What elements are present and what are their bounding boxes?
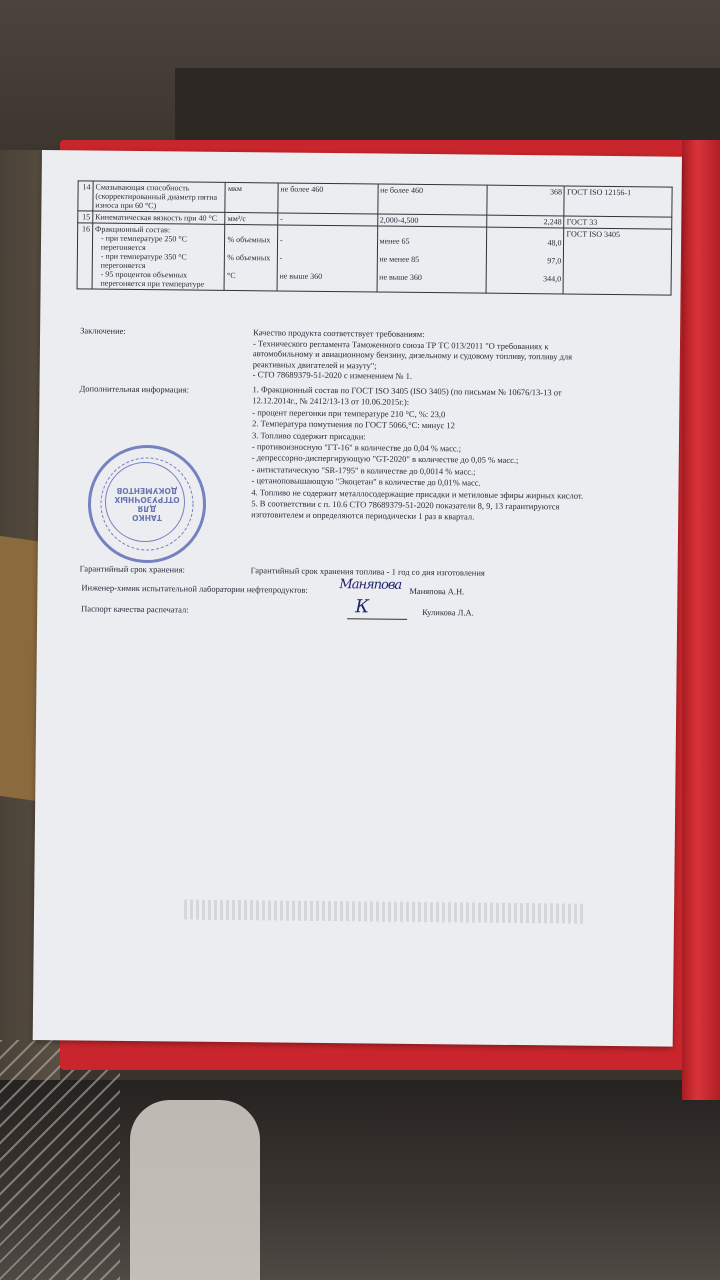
conclusion-line: реактивных двигателей и мазуту"; [252, 358, 377, 371]
sub-norm-a: не выше 360 [279, 271, 323, 281]
norm-b [377, 226, 487, 293]
passport-name: Куликова Л.А. [422, 607, 474, 618]
sub-norm-a: - [279, 235, 283, 245]
norm-a: не более 460 [278, 183, 378, 214]
norm-b: не более 460 [377, 184, 487, 215]
engineer-label: Инженер-химик испытательной лаборатории нефтепродуктов: [81, 582, 308, 595]
unit-spacer [228, 226, 276, 235]
sub-norm-a: - [279, 253, 283, 263]
sub-result-value: 344,0 [543, 274, 562, 284]
stamp-line: ОТГРУЗОЧНЫХ [114, 495, 180, 504]
sub-result-value: 97,0 [547, 256, 562, 266]
additional-info-text [251, 384, 652, 525]
warranty-label: Гарантийный срок хранения: [79, 563, 185, 575]
norm-b: 2,000-4,500 [377, 214, 486, 227]
stamp-line: ТАНКО [132, 513, 162, 522]
stamp-line: ДОКУМЕНТОВ [116, 486, 178, 495]
row-number: 15 [78, 211, 93, 223]
stamp-text [91, 486, 203, 522]
table-row [77, 223, 672, 295]
additional-line: - антистатическую "SR-1795" в количестве до 0,0014 % масс.; [251, 464, 476, 477]
result-value: 368 [487, 185, 565, 216]
additional-line: - депрессорно-диспергирующую "GT-2020" в количестве до 0,05 % масс.; [251, 452, 519, 466]
sub-norm-b: не менее 85 [379, 254, 420, 264]
warranty-text: Гарантийный срок хранения топлива - 1 год со дня изготовления [250, 565, 485, 578]
indicator-name: Смазывающая способность (скорректированный диаметр пятна износа при 60 °C) [93, 181, 226, 212]
background-wire-rack [0, 1040, 120, 1280]
sub-unit: °C [227, 270, 236, 281]
additional-line: 1. Фракционный состав по ГОСТ ISO 3405 (ISO 3405) (по письмам № 10676/13-13 от [252, 384, 562, 398]
test-method: ГОСТ ISO 3405 [563, 228, 671, 295]
sub-unit: % объемных [227, 252, 271, 263]
sub-result-value: 48,0 [547, 238, 562, 248]
unit: мкм [225, 182, 278, 213]
additional-line: изготовителем и определяются периодически 1 раз в квартал. [251, 509, 475, 523]
additional-line: 4. Топливо не содержит металлосодержащие присадки и метиловые эфиры жирных кислот. [251, 486, 584, 501]
additional-line: - цетаноповышающую "Экоцетан" в количестве до 0,01% масс. [251, 475, 481, 488]
sub-indicator: - при температуре 250 °C перегоняется [100, 233, 188, 253]
additional-line: 12.12.2014г., № 2412/13-13 от 10.06.2015г.): [252, 395, 410, 408]
result-value [486, 227, 564, 294]
norm-a: - [278, 213, 378, 226]
passport-label: Паспорт качества распечатал: [81, 603, 189, 615]
test-method: ГОСТ ISO 12156-1 [564, 186, 672, 217]
additional-line: 2. Температура помутнения по ГОСТ 5066,°C: минус 12 [252, 418, 455, 431]
indicator-group-title: Фракционный состав: [95, 224, 171, 235]
conclusion-label: Заключение: [80, 325, 126, 336]
red-binder-edge [682, 140, 720, 1100]
conclusion-line: - Технического регламента Таможенного союза ТР ТС 013/2011 "О требованиях к [252, 337, 549, 351]
indicator-name [92, 223, 225, 290]
quality-passport-page [33, 150, 682, 1047]
sub-norm-b: менее 65 [379, 236, 410, 246]
additional-info-label: Дополнительная информация: [79, 383, 190, 395]
additional-line: 3. Топливо содержит присадки: [251, 429, 366, 442]
sub-indicator: - 95 процентов объемных перегоняется при температуре [100, 269, 205, 289]
stamp-line: ДЛЯ [137, 504, 157, 513]
company-stamp [88, 445, 206, 563]
row-number: 14 [78, 181, 93, 211]
additional-line: - процент перегонки при температуре 210 °C, %: 23,0 [252, 407, 446, 420]
row-number: 16 [77, 223, 93, 289]
sub-indicator: - при температуре 350 °C перегоняется [100, 251, 187, 271]
indicator-name: Кинематическая вязкость при 40 °C [93, 211, 226, 224]
engineer-name: Маняпова А.Н. [409, 585, 465, 597]
conclusion-text [253, 327, 654, 384]
sub-norm-b: не выше 360 [379, 272, 422, 282]
sub-unit: % объемных [227, 234, 271, 245]
faint-bleed-through-text [184, 900, 584, 924]
conclusion-line: автомобильному и авиационному бензину, дизельному и судовому топливу, топливу для [252, 348, 573, 362]
result-value: 2,248 [487, 215, 565, 228]
conclusion-line: - СТО 78689379-51-2020 с изменением № 1. [252, 369, 413, 381]
signature-line [347, 618, 407, 620]
test-method: ГОСТ 33 [564, 216, 672, 229]
norm-a [277, 225, 377, 292]
spec-table [77, 180, 673, 295]
additional-line: 5. В соответствии с п. 10.6 СТО 78689379-51-2020 показатели 8, 9, 13 гарантируются [251, 498, 560, 512]
background-bottle [130, 1100, 260, 1280]
unit: мм²/с [225, 212, 278, 225]
conclusion-line: Качество продукта соответствует требованиям: [253, 327, 425, 340]
additional-line: - противоизносную "ГТ-16" в количестве до 0,04 % масс.; [251, 441, 462, 454]
passport-signature: К [355, 596, 369, 618]
engineer-signature: Маняпова [339, 577, 402, 593]
unit [224, 224, 277, 291]
